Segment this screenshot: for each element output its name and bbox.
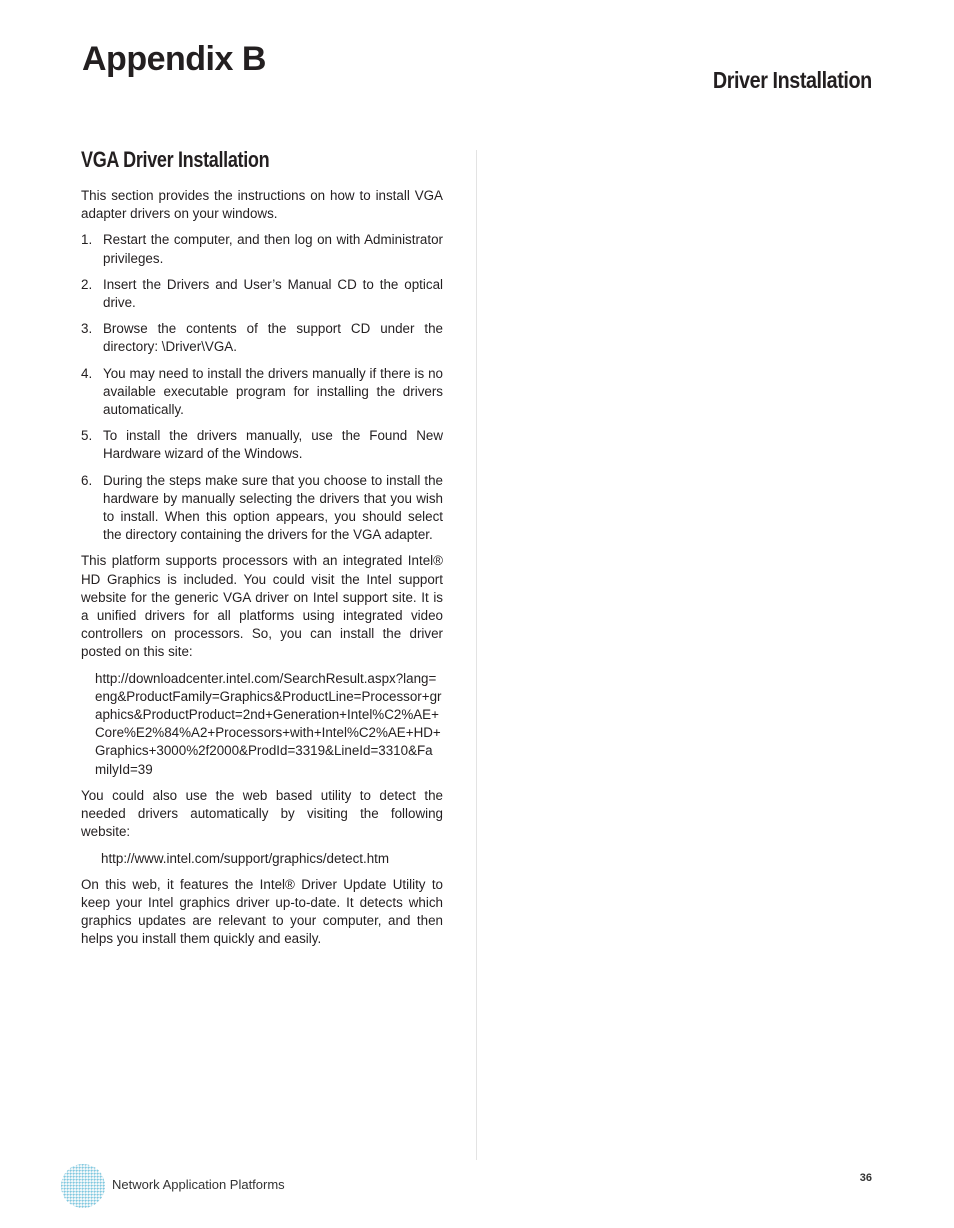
step-number: 1. [81, 232, 93, 248]
footer-company-name: Network Application Platforms [112, 1177, 285, 1192]
platform-paragraph: This platform supports processors with an integrated Intel® HD Graphics is included. You could visit the Intel support website for the generic VGA driver on Intel support site. It is a unified drivers for all platforms using integrated video controllers on processors. So, you can install the driver posted on this site: [81, 553, 443, 660]
step-text: To install the drivers manually, use the Found New Hardware wizard of the Windows. [103, 428, 443, 462]
section-heading: VGA Driver Installation [81, 147, 270, 172]
step-item [81, 365, 443, 420]
closing-paragraph: On this web, it features the Intel® Driver Update Utility to keep your Intel graphics driver up-to-date. It detects which graphics updates are relevant to your computer, and then helps you install them quickly and easily. [81, 876, 443, 947]
download-url-link[interactable]: http://downloadcenter.intel.com/SearchResult.aspx?lang=eng&ProductFamily=Graphics&ProductLine=Processor+graphics&ProductProduct=2nd+Generation+Intel%C2%AE+Core%E2%84%A2+Processors+with+Intel%C2%AE+HD+Graphics+3000%2f2000&ProdId=3319&LineId=3310&FamilyId=39 [95, 670, 442, 777]
step-number: 3. [81, 321, 93, 337]
chapter-title: Driver Installation [713, 67, 872, 93]
installation-steps [81, 231, 443, 544]
step-number: 2. [81, 276, 93, 292]
column-divider [476, 150, 477, 1160]
step-item [81, 231, 443, 267]
page-number: 36 [859, 1172, 872, 1184]
step-number: 6. [81, 472, 93, 488]
step-number: 5. [81, 428, 93, 444]
step-item [81, 472, 443, 545]
intro-paragraph: This section provides the instructions on how to install VGA adapter drivers on your windows. [81, 188, 443, 222]
company-globe-logo-icon [60, 1163, 106, 1209]
step-text: During the steps make sure that you choose to install the hardware by manually selecting the drivers that you wish to install. When this option appears, you should select the directory containing the drivers for the VGA adapter. [103, 472, 443, 543]
step-item [81, 320, 443, 356]
step-item [81, 276, 443, 312]
main-column [81, 145, 443, 957]
appendix-title: Appendix B [82, 40, 266, 78]
step-number: 4. [81, 365, 93, 381]
step-text: You may need to install the drivers manually if there is no available executable program for installing the drivers automatically. [103, 365, 443, 418]
step-text: Browse the contents of the support CD under the directory: \Driver\VGA. [103, 321, 443, 355]
step-item [81, 427, 443, 463]
detect-url-link[interactable]: http://www.intel.com/support/graphics/detect.htm [101, 850, 390, 866]
step-text: Insert the Drivers and User’s Manual CD to the optical drive. [103, 276, 443, 311]
web-utility-paragraph: You could also use the web based utility to detect the needed drivers automatically by visiting the following website: [81, 787, 443, 840]
step-text: Restart the computer, and then log on with Administrator privileges. [103, 232, 443, 266]
